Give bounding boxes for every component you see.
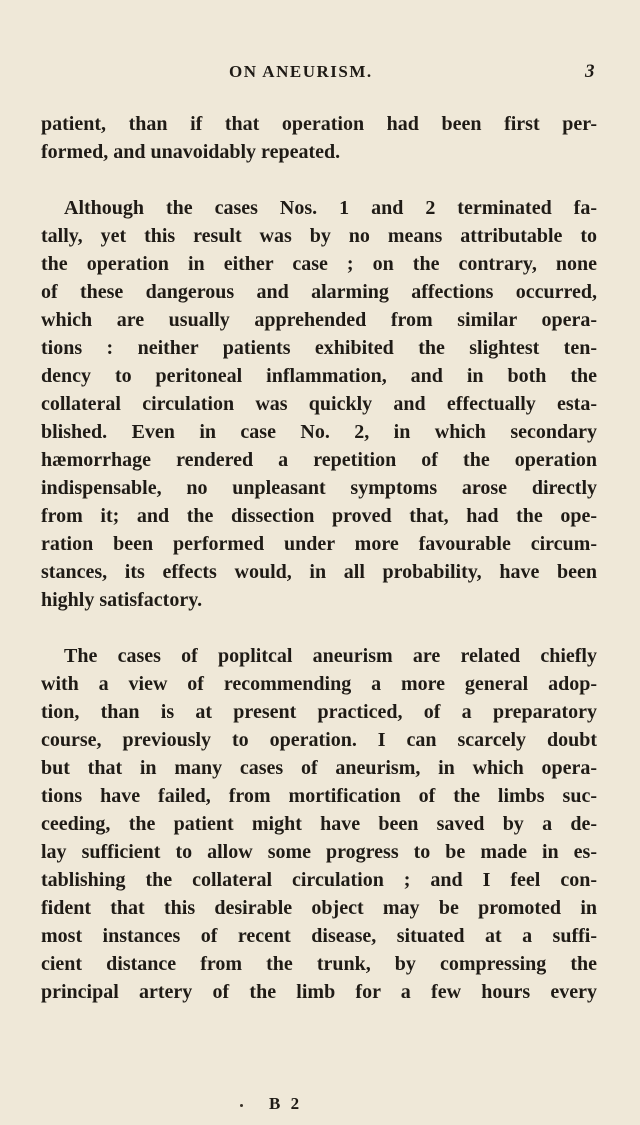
text-line: but that in many cases of aneurism, in which opera- — [41, 757, 597, 779]
page-number: 3 — [585, 61, 595, 82]
text-line: tablishing the collateral circulation ; and I feel con- — [41, 869, 597, 891]
text-line: indispensable, no unpleasant symptoms arose directly — [41, 477, 597, 499]
text-line: most instances of recent disease, situated at a suffi- — [41, 925, 597, 947]
text-line: which are usually apprehended from similar opera- — [41, 309, 597, 331]
text-line: hæmorrhage rendered a repetition of the operation — [41, 449, 597, 471]
text-line: with a view of recommending a more general adop- — [41, 673, 597, 695]
body-text — [41, 110, 597, 1006]
text-line: cient distance from the trunk, by compressing the — [41, 953, 597, 975]
text-line: blished. Even in case No. 2, in which secondary — [41, 421, 597, 443]
text-line: tions have failed, from mortification of the limbs suc- — [41, 785, 597, 807]
text-line: dency to peritoneal inflammation, and in both the — [41, 365, 597, 387]
text-line: course, previously to operation. I can scarcely doubt — [41, 729, 597, 751]
text-line: tally, yet this result was by no means attributable to — [41, 225, 597, 247]
text-line: of these dangerous and alarming affections occurred, — [41, 281, 597, 303]
text-line: tion, than is at present practiced, of a preparatory — [41, 701, 597, 723]
paragraph-gap — [41, 614, 597, 642]
text-line: the operation in either case ; on the contrary, none — [41, 253, 597, 275]
signature-mark: B 2 — [269, 1094, 303, 1113]
text-line: fident that this desirable object may be promoted in — [41, 897, 597, 919]
text-line: The cases of poplitcal aneurism are related chiefly — [64, 645, 597, 667]
text-line: from it; and the dissection proved that, had the ope- — [41, 505, 597, 527]
running-head — [0, 62, 640, 86]
paragraph-gap — [41, 166, 597, 194]
text-line: collateral circulation was quickly and effectually esta- — [41, 393, 597, 415]
text-line: principal artery of the limb for a few hours every — [41, 981, 597, 1003]
text-line: formed, and unavoidably repeated. — [41, 141, 341, 163]
text-line: ration been performed under more favourable circum- — [41, 533, 597, 555]
text-line: ceeding, the patient might have been saved by a de- — [41, 813, 597, 835]
running-title: ON ANEURISM. — [229, 62, 373, 81]
text-line: stances, its effects would, in all probability, have been — [41, 561, 597, 583]
text-line: highly satisfactory. — [41, 589, 203, 611]
ink-dot — [240, 1104, 243, 1107]
text-line: Although the cases Nos. 1 and 2 terminated fa- — [64, 197, 597, 219]
text-line: patient, than if that operation had been first per- — [41, 113, 597, 135]
text-line: lay sufficient to allow some progress to be made in es- — [41, 841, 597, 863]
text-line: tions : neither patients exhibited the slightest ten- — [41, 337, 597, 359]
